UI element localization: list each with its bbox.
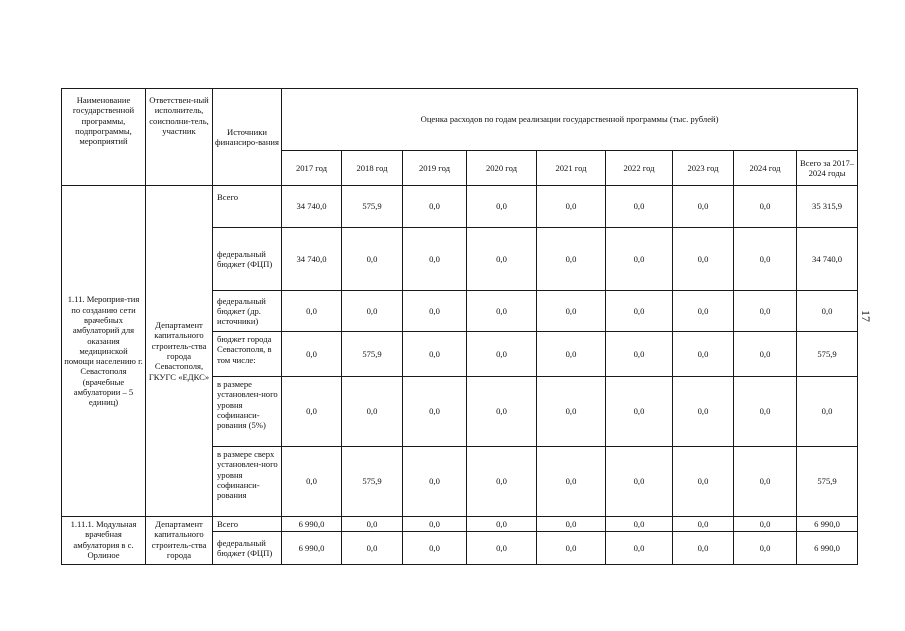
value-cell: 0,0	[606, 447, 673, 517]
budget-table	[61, 88, 858, 565]
source-cell: Всего	[213, 517, 282, 532]
executor-cell: Департамент капитального строитель-ства города Севастополя, ГКУГС «ЕДКС»	[146, 186, 213, 517]
value-cell: 0,0	[282, 447, 342, 517]
source-cell: Всего	[213, 186, 282, 228]
value-cell: 0,0	[673, 532, 734, 565]
value-cell: 0,0	[467, 291, 537, 332]
value-cell: 0,0	[537, 228, 606, 291]
value-cell: 575,9	[342, 186, 403, 228]
value-cell: 0,0	[673, 291, 734, 332]
header-row-top	[62, 89, 858, 151]
value-cell: 0,0	[734, 377, 797, 447]
value-cell: 0,0	[467, 532, 537, 565]
value-cell: 0,0	[673, 186, 734, 228]
value-cell: 0,0	[734, 228, 797, 291]
value-cell: 0,0	[734, 332, 797, 377]
source-cell: бюджет города Севастополя, в том числе:	[213, 332, 282, 377]
value-cell: 0,0	[673, 377, 734, 447]
value-cell: 0,0	[403, 291, 467, 332]
value-cell: 0,0	[606, 377, 673, 447]
value-cell: 0,0	[467, 517, 537, 532]
value-cell: 0,0	[537, 291, 606, 332]
value-cell: 0,0	[537, 517, 606, 532]
value-cell: 0,0	[403, 532, 467, 565]
value-cell: 0,0	[673, 228, 734, 291]
table-row	[62, 517, 858, 532]
value-cell: 6 990,0	[282, 532, 342, 565]
measure-name-cell: 1.11. Мероприя-тия по созданию сети врачебных амбулаторий для оказания медицинской помощи населению г. Севастополя (врачебные амбулатории – 5 единиц)	[62, 186, 146, 517]
year-header: 2018 год	[342, 151, 403, 186]
value-cell: 0,0	[282, 332, 342, 377]
value-cell: 0,0	[734, 447, 797, 517]
value-cell: 34 740,0	[282, 186, 342, 228]
year-header: 2020 год	[467, 151, 537, 186]
total-cell: 575,9	[797, 447, 858, 517]
value-cell: 0,0	[467, 332, 537, 377]
total-cell: 34 740,0	[797, 228, 858, 291]
value-cell: 0,0	[467, 377, 537, 447]
source-cell: в размере установлен-ного уровня софинанси-рования (5%)	[213, 377, 282, 447]
total-cell: 0,0	[797, 291, 858, 332]
total-cell: 575,9	[797, 332, 858, 377]
value-cell: 0,0	[606, 532, 673, 565]
value-cell: 0,0	[606, 517, 673, 532]
year-header: 2024 год	[734, 151, 797, 186]
value-cell: 0,0	[606, 186, 673, 228]
value-cell: 0,0	[537, 447, 606, 517]
total-cell: 6 990,0	[797, 532, 858, 565]
total-cell: 0,0	[797, 377, 858, 447]
value-cell: 0,0	[282, 291, 342, 332]
header-executor-cell: Ответствен-ный исполнитель, соисполни-тель, участник	[146, 89, 213, 186]
value-cell: 0,0	[342, 532, 403, 565]
header-name-cell: Наименование государственной программы, подпрограммы, мероприятий	[62, 89, 146, 186]
measure-name-cell: 1.11.1. Модульная врачебная амбулатория в с. Орлиное	[62, 517, 146, 565]
value-cell: 0,0	[673, 332, 734, 377]
page-number: 17	[859, 310, 873, 322]
value-cell: 0,0	[734, 532, 797, 565]
value-cell: 575,9	[342, 447, 403, 517]
total-cell: 6 990,0	[797, 517, 858, 532]
total-cell: 35 315,9	[797, 186, 858, 228]
value-cell: 0,0	[734, 517, 797, 532]
value-cell: 0,0	[403, 186, 467, 228]
value-cell: 0,0	[467, 186, 537, 228]
year-header: 2023 год	[673, 151, 734, 186]
table-row	[62, 186, 858, 228]
year-header: 2021 год	[537, 151, 606, 186]
value-cell: 0,0	[537, 532, 606, 565]
source-cell: в размере сверх установлен-ного уровня софинанси-рования	[213, 447, 282, 517]
value-cell: 0,0	[673, 517, 734, 532]
value-cell: 0,0	[403, 332, 467, 377]
value-cell: 0,0	[282, 377, 342, 447]
value-cell: 0,0	[342, 291, 403, 332]
year-header: 2019 год	[403, 151, 467, 186]
value-cell: 0,0	[606, 228, 673, 291]
value-cell: 0,0	[734, 186, 797, 228]
value-cell: 0,0	[537, 332, 606, 377]
executor-cell: Департамент капитального строитель-ства города	[146, 517, 213, 565]
value-cell: 0,0	[606, 291, 673, 332]
value-cell: 0,0	[403, 517, 467, 532]
value-cell: 0,0	[734, 291, 797, 332]
source-cell: федеральный бюджет (ФЦП)	[213, 532, 282, 565]
value-cell: 0,0	[467, 447, 537, 517]
header-source-cell: Источники финансиро-вания	[213, 89, 282, 186]
value-cell: 575,9	[342, 332, 403, 377]
value-cell: 0,0	[403, 228, 467, 291]
total-header: Всего за 2017–2024 годы	[797, 151, 858, 186]
value-cell: 0,0	[403, 447, 467, 517]
year-header: 2017 год	[282, 151, 342, 186]
value-cell: 0,0	[403, 377, 467, 447]
value-cell: 0,0	[342, 228, 403, 291]
value-cell: 34 740,0	[282, 228, 342, 291]
value-cell: 0,0	[673, 447, 734, 517]
value-cell: 0,0	[537, 186, 606, 228]
source-cell: федеральный бюджет (др. источники)	[213, 291, 282, 332]
value-cell: 0,0	[342, 377, 403, 447]
value-cell: 0,0	[342, 517, 403, 532]
value-cell: 0,0	[606, 332, 673, 377]
year-header: 2022 год	[606, 151, 673, 186]
source-cell: федеральный бюджет (ФЦП)	[213, 228, 282, 291]
header-estimate-cell: Оценка расходов по годам реализации государственной программы (тыс. рублей)	[282, 89, 858, 151]
value-cell: 0,0	[537, 377, 606, 447]
value-cell: 6 990,0	[282, 517, 342, 532]
value-cell: 0,0	[467, 228, 537, 291]
